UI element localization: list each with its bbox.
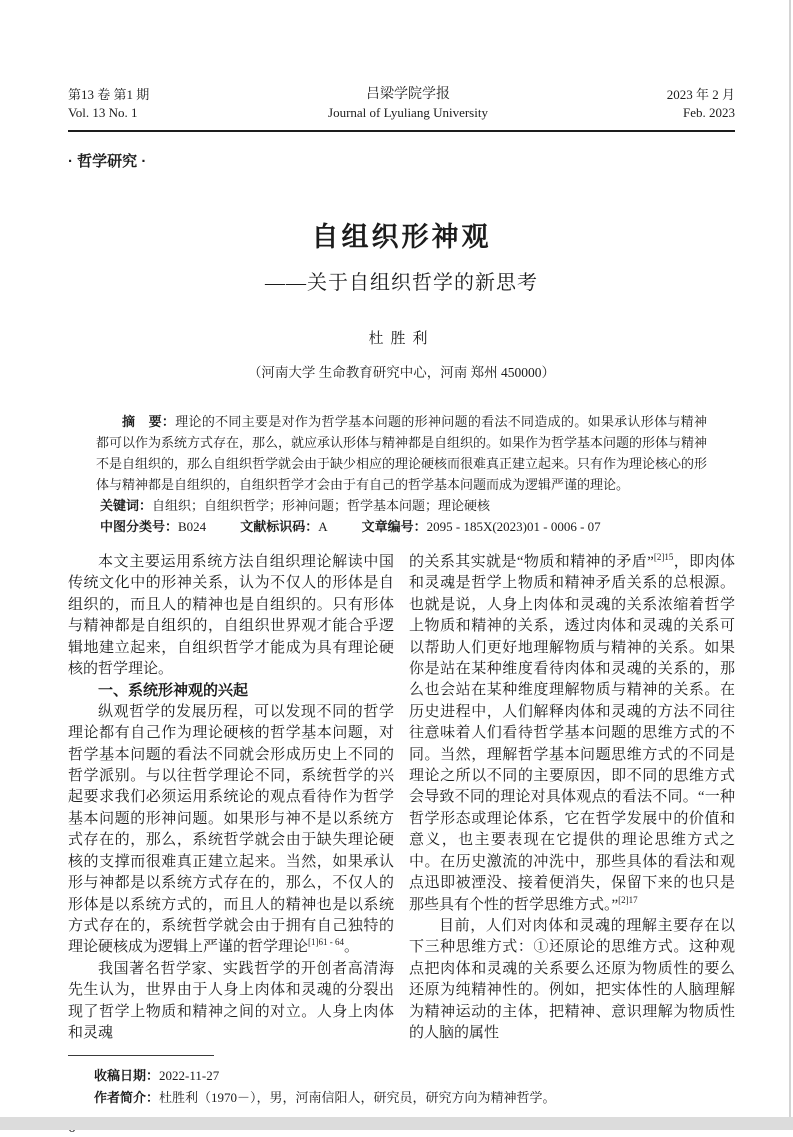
paragraph: 的关系其实就是“物质和精神的矛盾”$^{[2]15}$，即肉体和灵魂是哲学上物质和精神矛盾关系的总根源。也就是说，人身上肉体和灵魂的关系浓缩着哲学上物质和精神的关系，透过肉体和灵魂的关系可以帮助人们更好地理解物质与精神的关系。如果你是站在某种维度看待肉体和灵魂的关系的，那么也会站在某种维度理解物质与精神的关系。在历史进程中，人们解释肉体和灵魂的方法不同往往意味着人们看待哲学基本问题的思维方式的不同。当然，理解哲学基本问题思维方式的不同是理论之所以不同的主要原因，即不同的思维方式会导致不同的理论对具体观点的看法不同。“一种哲学形态或理论体系，它在哲学发展中的价值和意义，也主要表现在它提供的理论思维方式之中。在历史激流的冲洗中，那些具体的看法和观点迅即被湮没、接着便消失，保留下来的也只是那些具有个性的哲学思维方式。”$^{[2]17}$: [409, 552, 735, 913]
abstract-paragraph: [96, 411, 707, 495]
paragraph: 本文主要运用系统方法自组织理论解读中国传统文化中的形神关系，认为不仅人的形体是自组织的，而且人的精神也是自组织的。只有形体与精神都是自组织的，自组织世界观才能合乎逻辑地建立起来，自组织哲学才能成为具有理论硬核的哲学理论。: [68, 554, 394, 678]
paragraph: 我国著名哲学家、实践哲学的开创者高清海先生认为，世界由于人身上肉体和灵魂的分裂出现了哲学上物质和精神之间的对立。人身上肉体和灵魂: [68, 960, 394, 1041]
date-cn: 2023 年 2 月: [666, 87, 735, 102]
classification-line: [96, 516, 707, 537]
received-date-label: 收稿日期：: [94, 1068, 160, 1084]
header-journal-name-block: [149, 86, 666, 122]
author-bio-label: 作者简介：: [94, 1090, 160, 1106]
journal-name-cn: 吕梁学院学报: [366, 87, 450, 102]
article-meta: [68, 411, 735, 537]
left-column: [68, 552, 394, 1044]
article-id-item: [362, 519, 601, 534]
page-right-edge: [789, 0, 791, 1118]
header-date-block: [667, 86, 735, 122]
keywords-line: [96, 495, 707, 516]
right-column: [409, 552, 735, 1044]
clc-value: B024: [178, 519, 207, 534]
article-subtitle: ——关于自组织哲学的新思考: [265, 272, 538, 294]
author-bio-value: 杜胜利（1970－），男，河南信阳人，研究员，研究方向为精神哲学。: [159, 1090, 556, 1106]
article-author: 杜胜利: [368, 331, 435, 347]
date-en: Feb. 2023: [683, 105, 735, 120]
author-bio-line: [94, 1087, 735, 1109]
article-title: 自组织形神观: [311, 222, 492, 252]
header-issue-block: [68, 86, 149, 122]
clc-item: [100, 519, 206, 534]
paragraph: 纵观哲学的发展历程，可以发现不同的哲学理论都有自己作为理论硬核的哲学基本问题，对哲学基本问题的看法不同就会形成历史上不同的哲学派别。与以往哲学理论不同，系统哲学的兴起要求我们必须运用系统论的观点看待作为哲学基本问题的形神问题。如果形与神不是以系统方式存在的，那么，系统哲学就会由于缺失理论硬核的支撑而很难真正建立起来。当然，如果承认形与神都是以系统方式存在的，那么，不仅人的形体是以系统方式的，而且人的精神也是以系统方式存在的，系统哲学就会由于拥有自己独特的理论硬核成为逻辑上严谨的哲学理论$^{[1]61 - 64}$。: [68, 703, 394, 956]
doc-code-item: [240, 519, 327, 534]
doc-code-label: 文献标识码：: [240, 519, 319, 534]
journal-name-en: Journal of Lyuliang University: [328, 105, 488, 120]
header-rule: [68, 130, 735, 132]
received-date-value: 2022-11-27: [159, 1068, 220, 1084]
abstract-label: 摘 要：: [122, 414, 176, 429]
article-body: [68, 552, 735, 1044]
section-label: · 哲学研究 ·: [68, 153, 147, 170]
keywords-text: 自组织；自组织哲学；形神问题；哲学基本问题；理论硬核: [152, 498, 491, 513]
journal-header: [68, 86, 735, 122]
keywords-label: 关键词：: [100, 498, 153, 513]
paragraph: 目前，人们对肉体和灵魂的理解主要存在以下三种思维方式：①还原论的思维方式。这种观点把肉体和灵魂的关系要么还原为物质性的要么还原为纯精神性的。例如，把实体性的人脑理解为精神运动的主体，把精神、意识理解为物质性的人脑的属性: [409, 917, 735, 1041]
issue-cn: 第13 卷 第1 期: [68, 87, 150, 102]
footnote-block: [68, 1065, 735, 1109]
section-heading-1: 一、系统形神观的兴起: [98, 682, 249, 700]
clc-label: 中图分类号：: [100, 519, 179, 534]
footnote-rule: [68, 1055, 214, 1056]
article-id-label: 文章编号：: [361, 519, 427, 534]
issue-en: Vol. 13 No. 1: [68, 105, 138, 120]
doc-code-value: A: [318, 519, 328, 534]
abstract-text: 理论的不同主要是对作为哲学基本问题的形神问题的看法不同造成的。如果承认形体与精神都可以作为系统方式存在，那么，就应承认形体与精神都是自组织的。如果作为哲学基本问题的形体与精神不是自组织的，那么自组织哲学就会由于缺少相应的理论硬核而很难真正建立起来。只有作为理论核心的形体与精神都是自组织的，自组织哲学才会由于有自己的哲学基本问题而成为逻辑严谨的理论。: [96, 414, 708, 492]
article-affiliation: （河南大学 生命教育研究中心，河南 郑州 450000）: [247, 365, 556, 380]
page-bottom-band: [0, 1117, 793, 1130]
received-date-line: [94, 1065, 735, 1087]
article-id-value: 2095 - 185X(2023)01 - 0006 - 07: [426, 519, 601, 534]
